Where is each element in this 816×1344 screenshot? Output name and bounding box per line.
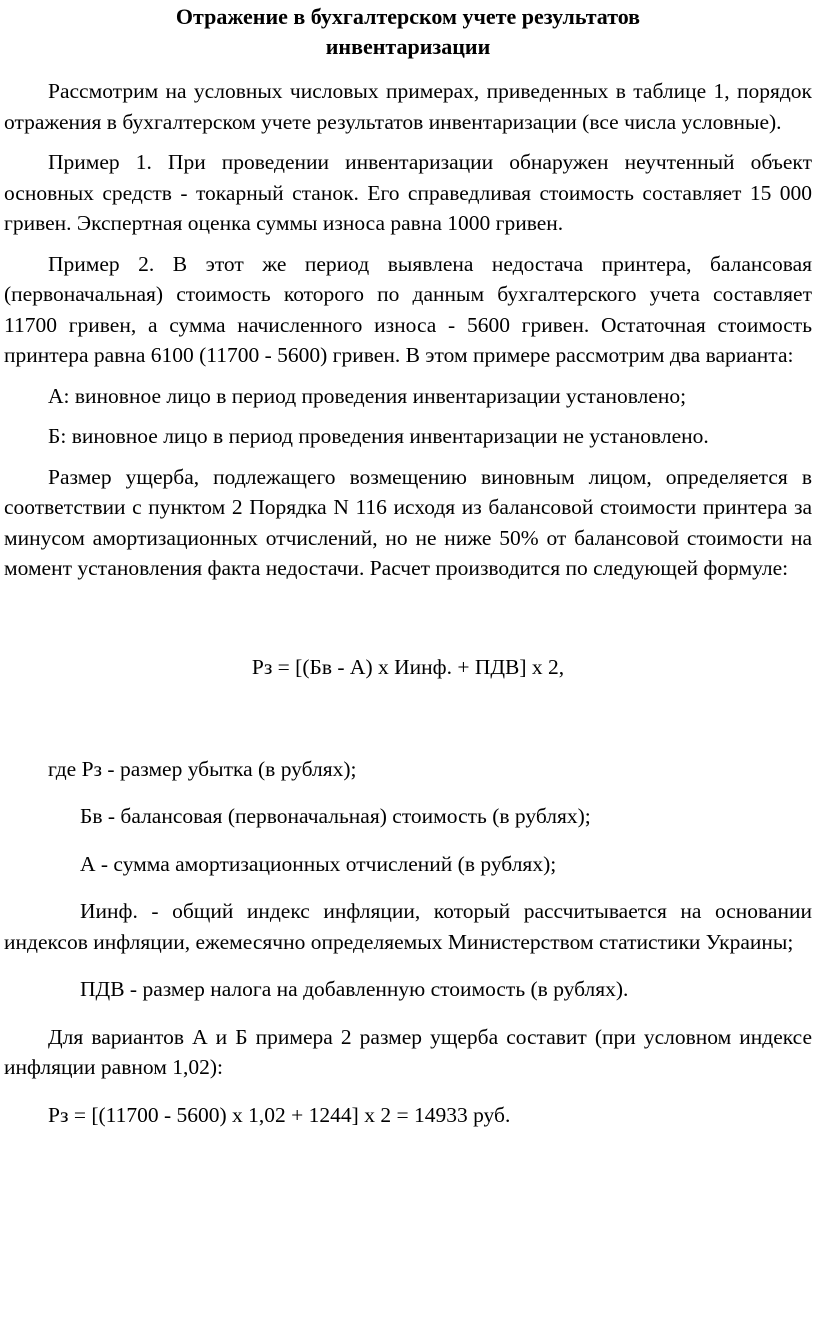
document-title bbox=[4, 0, 812, 62]
legend-iinf: Иинф. - общий индекс инфляции, который рассчитывается на основании индексов инфляции, ежемесячно определяемых Министерством статистики Украины; bbox=[4, 899, 812, 954]
paragraph-example-2: Пример 2. В этот же период выявлена недостача принтера, балансовая (первоначальная) стоимость которого по данным бухгалтерского учета составляет 11700 гривен, а сумма начисленного износа - 5600 гривен. Остаточная стоимость принтера равна 6100 (11700 - 5600) гривен. В этом примере рассмотрим два варианта: bbox=[4, 251, 812, 367]
paragraph-variants-ab: Для вариантов А и Б примера 2 размер ущерба составит (при условном индексе инфляции равном 1,02): bbox=[4, 1024, 812, 1079]
title-line-2: инвентаризации bbox=[325, 34, 491, 59]
legend-pdv: ПДВ - размер налога на добавленную стоимость (в рублях). bbox=[80, 977, 629, 1001]
legend-rz: где Рз - размер убытка (в рублях); bbox=[48, 756, 357, 781]
title-line-1: Отражение в бухгалтерском учете результатов bbox=[175, 4, 641, 29]
paragraph-example-1: Пример 1. При проведении инвентаризации обнаружен неучтенный объект основных средств - токарный станок. Его справедливая стоимость составляет 15 000 гривен. Экспертная оценка суммы износа равна 1000 гривен. bbox=[4, 150, 812, 235]
formula: Рз = [(Бв - А) х Иинф. + ПДВ] х 2, bbox=[251, 654, 565, 679]
paragraph-intro: Рассмотрим на условных числовых примерах, приведенных в таблице 1, порядок отражения в бухгалтерском учете результатов инвентаризации (все числа условные). bbox=[4, 79, 812, 134]
paragraph-variant-b: Б: виновное лицо в период проведения инвентаризации не установлено. bbox=[48, 424, 709, 448]
paragraph-variant-a: А: виновное лицо в период проведения инвентаризации установлено; bbox=[48, 383, 687, 408]
paragraph-damage: Размер ущерба, подлежащего возмещению виновным лицом, определяется в соответствии с пунктом 2 Порядка N 116 исходя из балансовой стоимости принтера за минусом амортизационных отчислений, но не ниже 50% от балансовой стоимости на момент установления факта недостачи. Расчет производится по следующей формуле: bbox=[4, 464, 812, 580]
legend-bv: Бв - балансовая (первоначальная) стоимость (в рублях); bbox=[80, 804, 591, 828]
calculation: Рз = [(11700 - 5600) х 1,02 + 1244] х 2 = 14933 руб. bbox=[48, 1102, 511, 1127]
legend-a: А - сумма амортизационных отчислений (в рублях); bbox=[80, 851, 557, 876]
